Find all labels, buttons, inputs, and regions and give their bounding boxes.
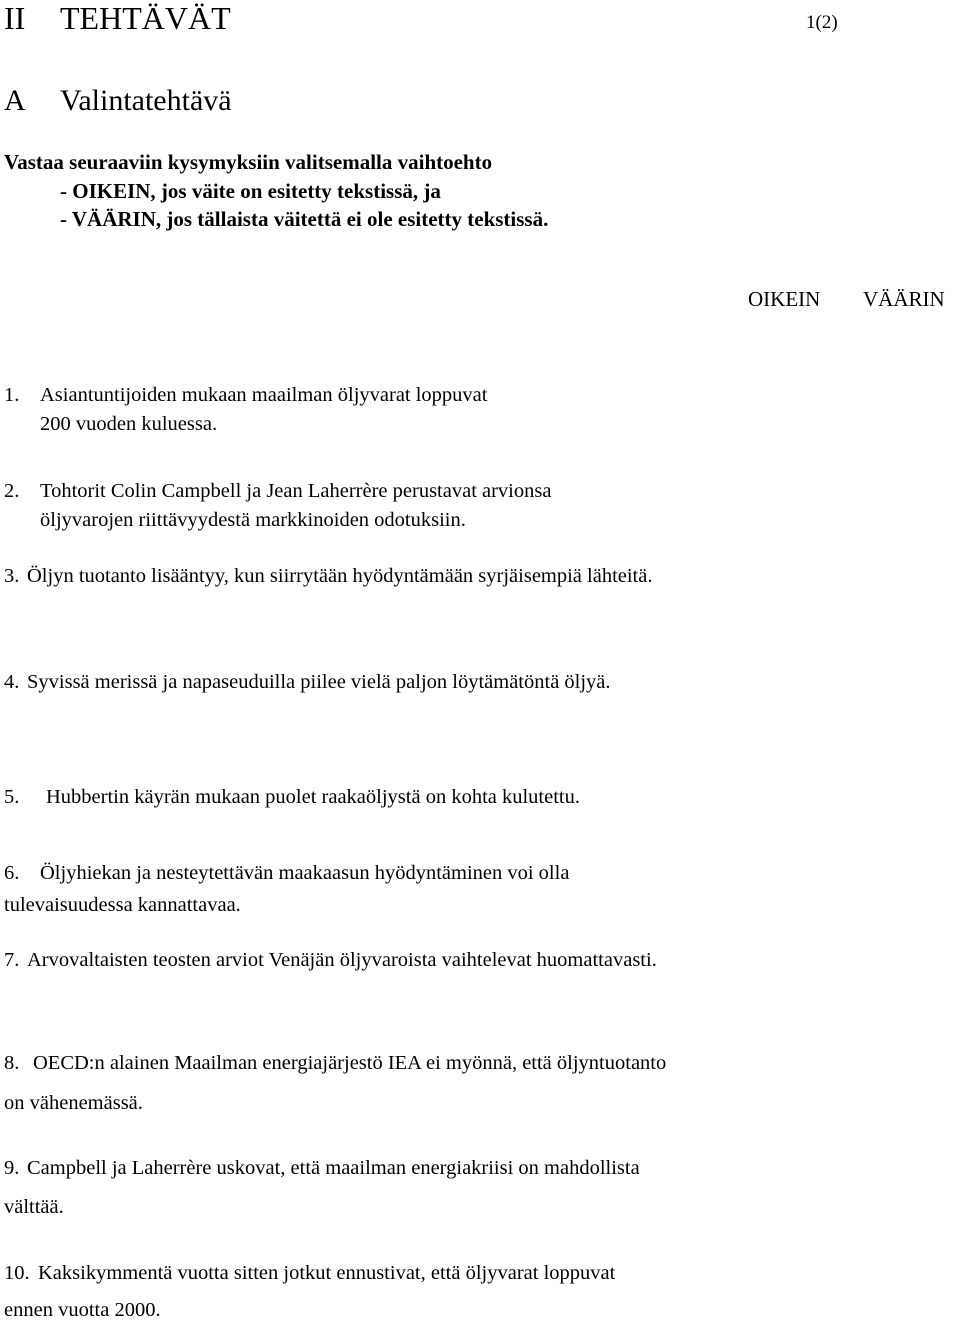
question-number: 3. bbox=[4, 565, 20, 587]
question-text-line2: 200 vuoden kuluessa. bbox=[40, 413, 218, 435]
section-number: II bbox=[4, 0, 26, 36]
question-number: 2. bbox=[4, 480, 20, 502]
question-text-line2: öljyvarojen riittävyydestä markkinoiden odotuksiin. bbox=[40, 509, 466, 531]
question-text-line2: tulevaisuudessa kannattavaa. bbox=[4, 894, 241, 916]
question-text-line1: Arvovaltaisten teosten arviot Venäjän öljyvaroista vaihtelevat huomattavasti. bbox=[27, 949, 657, 971]
instruction-line-3: - VÄÄRIN, jos tällaista väitettä ei ole esitetty tekstissä. bbox=[60, 207, 549, 231]
question-text-line2: välttää. bbox=[4, 1196, 64, 1218]
question-number: 6. bbox=[4, 862, 20, 884]
question-number: 4. bbox=[4, 671, 20, 693]
question-number: 9. bbox=[4, 1157, 20, 1179]
question-number: 7. bbox=[4, 949, 20, 971]
question-number: 1. bbox=[4, 384, 20, 406]
question-text-line1: Syvissä merissä ja napaseuduilla piilee vielä paljon löytämätöntä öljyä. bbox=[27, 671, 611, 693]
question-number: 8. bbox=[4, 1052, 20, 1074]
question-text-line1: OECD:n alainen Maailman energiajärjestö IEA ei myönnä, että öljyntuotanto bbox=[33, 1052, 667, 1074]
question-text-line1: Hubbertin käyrän mukaan puolet raakaöljystä on kohta kulutettu. bbox=[46, 786, 580, 808]
column-header-incorrect: VÄÄRIN bbox=[863, 287, 945, 311]
page-number: 1(2) bbox=[806, 12, 838, 33]
question-text-line2: ennen vuotta 2000. bbox=[4, 1299, 161, 1321]
subsection-letter: A bbox=[4, 84, 26, 117]
subsection-title: Valintatehtävä bbox=[60, 84, 232, 117]
question-text-line1: Öljyn tuotanto lisääntyy, kun siirrytään hyödyntämään syrjäisempiä lähteitä. bbox=[27, 565, 653, 587]
instruction-line-1: Vastaa seuraaviin kysymyksiin valitsemalla vaihtoehto bbox=[4, 150, 493, 174]
question-text-line1: Campbell ja Laherrère uskovat, että maailman energiakriisi on mahdollista bbox=[27, 1157, 640, 1179]
section-title: TEHTÄVÄT bbox=[60, 0, 231, 36]
question-text-line1: Asiantuntijoiden mukaan maailman öljyvarat loppuvat bbox=[40, 384, 488, 406]
question-text-line1: Kaksikymmentä vuotta sitten jotkut ennustivat, että öljyvarat loppuvat bbox=[38, 1262, 616, 1284]
instruction-line-2: - OIKEIN, jos väite on esitetty tekstissä, ja bbox=[60, 179, 441, 203]
question-text-line1: Tohtorit Colin Campbell ja Jean Laherrère perustavat arvionsa bbox=[40, 480, 552, 502]
question-text-line2: on vähenemässä. bbox=[4, 1092, 143, 1114]
question-number: 10. bbox=[4, 1262, 30, 1284]
question-text-line1: Öljyhiekan ja nesteytettävän maakaasun hyödyntäminen voi olla bbox=[40, 862, 570, 884]
column-header-correct: OIKEIN bbox=[748, 287, 821, 311]
question-number: 5. bbox=[4, 786, 20, 808]
